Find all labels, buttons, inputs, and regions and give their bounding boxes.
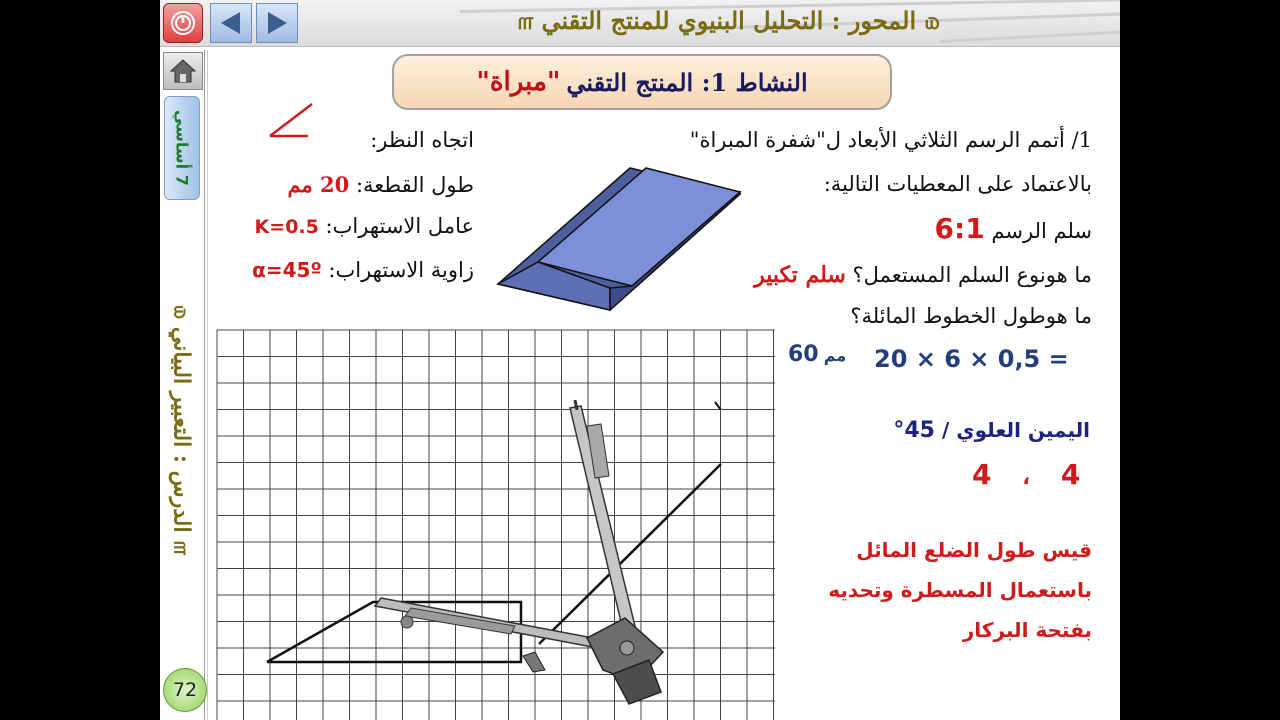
instruction-line-2: باستعمال المسطرة وتحديه [828,578,1092,602]
activity-name: "مبراة" [476,67,561,97]
base-outline [267,602,521,662]
arrow-right-icon [262,8,292,38]
view-direction-arrow-icon [264,100,318,144]
grid-count-separator: ، [1022,465,1030,489]
instruction-line-1: قيس طول الضلع المائل [856,538,1092,562]
home-button[interactable] [163,52,203,90]
scale-label: سلم الرسم [991,219,1092,243]
length-row [287,172,474,197]
scale-type-row [754,262,1092,288]
forward-button[interactable] [256,3,298,43]
result-value: 60 [788,342,819,367]
result-unit: مم [823,346,847,365]
formula: 20 × 6 × 0,5 = [874,345,1069,373]
formula-row [788,342,846,367]
back-button[interactable] [210,3,252,43]
oblique-question: ما هوطول الخطوط المائلة؟ [850,304,1092,328]
view-direction-label: اتجاه النظر: [370,128,474,152]
length-label: طول القطعة: [355,173,474,197]
scale-row [935,212,1092,245]
grid-count-a: 4 [972,458,992,491]
question-line-2: بالاعتماد على المعطيات التالية: [823,172,1092,196]
grade-label: 7 أساسي [172,110,192,186]
angle-row [252,258,474,282]
direction-annotation [893,418,1090,443]
scale-type-question: ما هونوع السلم المستعمل؟ [852,263,1092,287]
factor-label: عامل الاستهراب: [325,214,474,238]
lesson-title [162,240,202,620]
grid-count-row [972,458,1080,491]
lesson-title-text: ௰ الدرس : التعبير البياني ௱ [168,305,195,555]
grade-badge [164,96,200,200]
home-icon [169,58,197,84]
compass-tool [375,400,663,704]
activity-title-box [392,54,892,110]
scale-type-answer: سلم تكبير [754,262,846,288]
sharpener-blade-3d-drawing [490,162,746,318]
question-line-1: 1/ أتمم الرسم الثلاثي الأبعاد ل"شفرة المبراة" [689,128,1092,152]
slide [160,0,1120,720]
sidebar-divider [207,50,208,720]
header-bar [160,0,1120,47]
factor-row [255,214,474,238]
power-icon [170,10,196,36]
factor-value: K=0.5 [254,216,319,238]
header-title: ௰ المحور : التحليل البنيوي للمنتج التقني ௱ [517,6,940,35]
power-button[interactable] [163,3,203,43]
angle-value: α=45º [252,258,322,282]
drawing-grid [215,326,779,720]
angle-label: زاوية الاستهراب: [328,258,474,282]
arrow-left-icon [216,8,246,38]
direction-text: اليمين العلوي / [941,418,1090,442]
page-number: 72 [163,668,207,712]
instruction-line-3: بفتحة البركار [962,618,1092,642]
direction-angle: 45° [893,418,935,443]
header-stripe [940,30,1120,43]
scale-value: 6:1 [934,212,985,245]
grid-count-b: 4 [1060,458,1081,491]
sidebar-divider [204,50,205,720]
activity-label: النشاط 1: المنتج التقني [566,67,808,97]
length-value: 20 مم [287,172,350,197]
